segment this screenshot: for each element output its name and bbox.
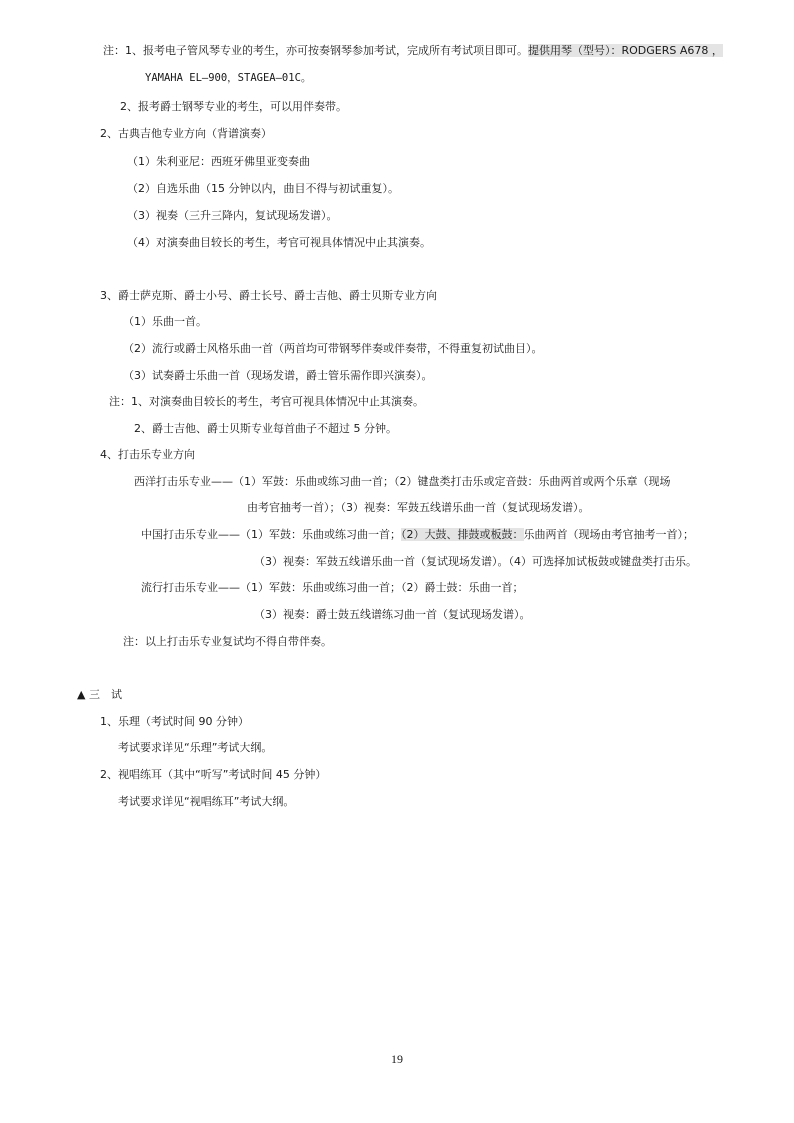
text-segment: 3、爵士萨克斯、爵士小号、爵士长号、爵士吉他、爵士贝斯专业方向: [100, 289, 437, 302]
text-line: [100, 289, 437, 303]
text-segment: （1）朱利亚尼：西班牙佛里亚变奏曲: [127, 155, 310, 168]
text-line: [100, 448, 195, 462]
text-segment: ▲ 三 试: [77, 688, 122, 701]
text-segment: 1、乐理（考试时间 90 分钟）: [100, 715, 249, 728]
text-line: [123, 342, 543, 356]
text-segment: 注：1、对演奏曲目较长的考生，考官可视具体情况中止其演奏。: [109, 395, 424, 408]
text-segment: YAMAHA EL—900，STAGEA—01C。: [145, 72, 312, 84]
text-line: [100, 715, 249, 729]
text-line: [141, 528, 694, 542]
text-line: [118, 741, 272, 755]
text-segment: 2、报考爵士钢琴专业的考生，可以用伴奏带。: [120, 100, 347, 113]
text-line: [254, 555, 697, 569]
text-line: [123, 315, 207, 329]
text-line: [120, 100, 347, 114]
text-segment: 乐曲两首（现场由考官抽考一首）；: [523, 528, 694, 541]
text-segment: 2、视唱练耳（其中“听写”考试时间 45 分钟）: [100, 768, 327, 781]
text-line: [109, 395, 424, 409]
text-segment: （3）视奏（三升三降内，复试现场发谱）。: [127, 209, 338, 222]
text-line: [123, 635, 332, 649]
text-line: [127, 236, 431, 250]
text-line: [100, 768, 326, 782]
text-segment: （3）试奏爵士乐曲一首（现场发谱，爵士管乐需作即兴演奏）。: [123, 369, 433, 382]
text-segment: 注：1、报考电子管风琴专业的考生，亦可按奏钢琴参加考试，完成所有考试项目即可。: [103, 44, 528, 57]
page-number: 19: [391, 1052, 403, 1066]
text-segment: 由考官抽考一首）；（3）视奏：军鼓五线谱乐曲一首（复试现场发谱）。: [247, 501, 590, 514]
text-line: [127, 182, 399, 196]
text-segment: 流行打击乐专业——（1）军鼓：乐曲或练习曲一首；（2）爵士鼓：乐曲一首；: [141, 581, 524, 594]
text-segment: （2）大鼓、排鼓或板鼓：: [401, 528, 524, 541]
text-segment: 中国打击乐专业——（1）军鼓：乐曲或练习曲一首；: [141, 528, 401, 541]
text-segment: 考试要求详见“视唱练耳”考试大纲。: [118, 795, 295, 808]
text-segment: 提供用琴（型号）：RODGERS A678 ，: [528, 44, 723, 57]
text-line: [247, 501, 590, 515]
text-line: [141, 581, 524, 595]
text-segment: 2、爵士吉他、爵士贝斯专业每首曲子不超过 5 分钟。: [134, 422, 397, 435]
text-segment: 注：以上打击乐专业复试均不得自带伴奏。: [123, 635, 332, 648]
text-segment: （1）乐曲一首。: [123, 315, 207, 328]
text-segment: （3）视奏：爵士鼓五线谱练习曲一首（复试现场发谱）。: [254, 608, 531, 621]
text-line: [118, 795, 294, 809]
text-segment: （4）对演奏曲目较长的考生，考官可视具体情况中止其演奏。: [127, 236, 431, 249]
text-line: [127, 209, 338, 223]
text-segment: 2、古典吉他专业方向（背谱演奏）: [100, 127, 272, 140]
text-segment: 西洋打击乐专业——（1）军鼓：乐曲或练习曲一首；（2）键盘类打击乐或定音鼓：乐曲两首或两个乐章（现场: [134, 475, 671, 488]
text-segment: （3）视奏：军鼓五线谱乐曲一首（复试现场发谱）。（4）可选择加试板鼓或键盘类打击乐。: [254, 555, 697, 568]
text-segment: 4、打击乐专业方向: [100, 448, 195, 461]
text-segment: 考试要求详见“乐理”考试大纲。: [118, 741, 273, 754]
text-line: [134, 475, 671, 489]
text-line: [254, 608, 531, 622]
text-segment: （2）流行或爵士风格乐曲一首（两首均可带钢琴伴奏或伴奏带，不得重复初试曲目）。: [123, 342, 543, 355]
text-line: [127, 155, 310, 169]
text-line: [145, 71, 311, 85]
text-line: [100, 127, 272, 141]
text-line: [123, 369, 433, 383]
text-line: [77, 688, 122, 702]
text-line: [134, 422, 397, 436]
text-segment: （2）自选乐曲（15 分钟以内，曲目不得与初试重复）。: [127, 182, 399, 195]
text-line: [103, 44, 723, 58]
